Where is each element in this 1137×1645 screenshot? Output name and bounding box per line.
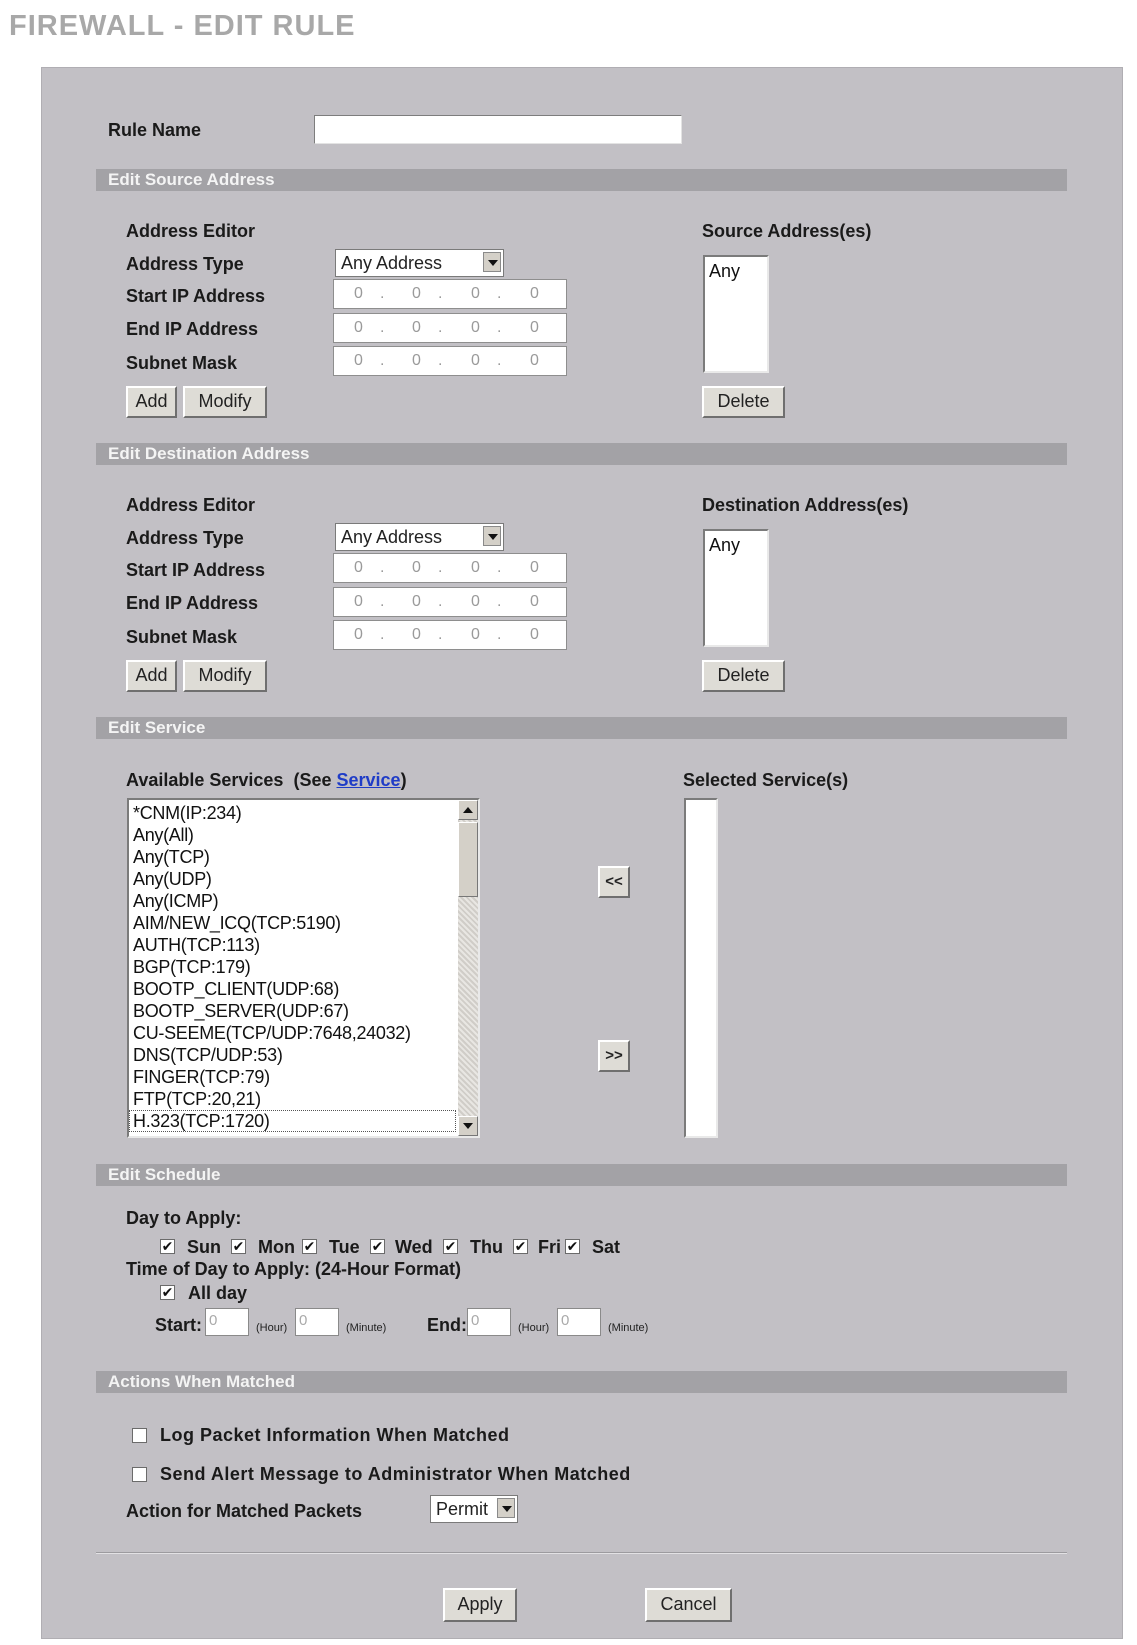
section-service: Edit Service bbox=[96, 717, 1067, 739]
scrollbar-thumb[interactable] bbox=[458, 822, 478, 897]
day-label-mon: Mon bbox=[258, 1237, 295, 1257]
checkbox-sun[interactable]: ✔ bbox=[161, 1238, 174, 1254]
destination-end-ip-input[interactable]: 0 . 0 . 0 . 0 bbox=[333, 587, 567, 617]
list-item[interactable]: *CNM(IP:234) bbox=[133, 803, 242, 823]
section-actions: Actions When Matched bbox=[96, 1371, 1067, 1393]
destination-subnet-mask-label: Subnet Mask bbox=[126, 627, 238, 647]
start-time-label: Start: bbox=[155, 1315, 203, 1335]
day-label-wed: Wed bbox=[395, 1237, 433, 1257]
source-modify-button[interactable]: Modify bbox=[183, 386, 267, 418]
source-add-button[interactable]: Add bbox=[126, 386, 177, 418]
chevron-down-icon[interactable] bbox=[483, 526, 501, 546]
scroll-down-arrow-icon[interactable] bbox=[458, 1116, 478, 1136]
source-start-ip-label: Start IP Address bbox=[126, 286, 266, 306]
send-alert-label: Send Alert Message to Administrator When Matched bbox=[160, 1464, 631, 1484]
checkbox-wed[interactable]: ✔ bbox=[371, 1238, 384, 1254]
source-address-editor-label: Address Editor bbox=[126, 221, 256, 241]
checkbox-mon[interactable]: ✔ bbox=[232, 1238, 245, 1254]
destination-delete-button[interactable]: Delete bbox=[702, 660, 785, 692]
chevron-down-icon[interactable] bbox=[497, 1498, 515, 1518]
available-services-list[interactable] bbox=[127, 798, 480, 1138]
scroll-up-arrow-icon[interactable] bbox=[458, 800, 478, 820]
time-of-day-label: Time of Day to Apply: (24-Hour Format) bbox=[126, 1259, 462, 1279]
service-link[interactable]: Service bbox=[336, 770, 401, 790]
end-hour-unit: (Hour) bbox=[518, 1322, 550, 1334]
start-hour-unit: (Hour) bbox=[256, 1322, 288, 1334]
checkbox-send-alert[interactable] bbox=[132, 1467, 147, 1482]
page-title: FIREWALL - EDIT RULE bbox=[9, 10, 356, 42]
list-item[interactable]: BGP(TCP:179) bbox=[133, 957, 251, 977]
source-address-type-value: Any Address bbox=[341, 253, 443, 273]
checkbox-log-packet[interactable] bbox=[132, 1428, 147, 1443]
all-day-label: All day bbox=[188, 1283, 248, 1303]
start-minute-input[interactable]: 0 bbox=[295, 1308, 339, 1336]
source-delete-button[interactable]: Delete bbox=[702, 386, 785, 418]
list-item[interactable]: BOOTP_SERVER(UDP:67) bbox=[133, 1001, 349, 1021]
destination-end-ip-label: End IP Address bbox=[126, 593, 259, 613]
source-addresses-list[interactable] bbox=[703, 255, 769, 373]
day-label-thu: Thu bbox=[470, 1237, 503, 1257]
available-services-items bbox=[129, 802, 456, 1132]
remove-service-button[interactable]: << bbox=[598, 866, 630, 898]
destination-address-type-select[interactable] bbox=[335, 523, 504, 551]
source-address-type-select[interactable] bbox=[335, 249, 504, 277]
section-schedule: Edit Schedule bbox=[96, 1164, 1067, 1186]
list-item[interactable]: Any(TCP) bbox=[133, 847, 210, 867]
destination-modify-button[interactable]: Modify bbox=[183, 660, 267, 692]
destination-start-ip-label: Start IP Address bbox=[126, 560, 266, 580]
checkbox-tue[interactable]: ✔ bbox=[303, 1238, 316, 1254]
destination-addresses-list[interactable] bbox=[703, 529, 769, 647]
day-label-sun: Sun bbox=[187, 1237, 221, 1257]
selected-services-list[interactable] bbox=[684, 798, 718, 1138]
destination-address-editor-label: Address Editor bbox=[126, 495, 256, 515]
section-destination-address: Edit Destination Address bbox=[96, 443, 1067, 465]
list-item[interactable]: AUTH(TCP:113) bbox=[133, 935, 260, 955]
source-start-ip-input[interactable]: 0 . 0 . 0 . 0 bbox=[333, 279, 567, 309]
destination-add-button[interactable]: Add bbox=[126, 660, 177, 692]
day-label-tue: Tue bbox=[329, 1237, 360, 1257]
action-for-matched-label: Action for Matched Packets bbox=[126, 1501, 363, 1521]
list-item[interactable]: BOOTP_CLIENT(UDP:68) bbox=[133, 979, 340, 999]
list-item[interactable]: Any(UDP) bbox=[133, 869, 212, 889]
start-hour-input[interactable]: 0 bbox=[205, 1308, 249, 1336]
checkbox-sat[interactable]: ✔ bbox=[566, 1238, 579, 1254]
action-select-value: Permit bbox=[436, 1499, 489, 1519]
checkbox-all-day[interactable]: ✔ bbox=[161, 1284, 174, 1300]
list-item[interactable]: Any bbox=[709, 535, 741, 555]
list-item[interactable]: H.323(TCP:1720) bbox=[129, 1110, 456, 1132]
chevron-down-icon[interactable] bbox=[483, 252, 501, 272]
footer-divider bbox=[96, 1552, 1067, 1554]
destination-address-type-value: Any Address bbox=[341, 527, 443, 547]
checkbox-thu[interactable]: ✔ bbox=[444, 1238, 457, 1254]
add-service-button[interactable]: >> bbox=[598, 1040, 630, 1072]
destination-address-type-label: Address Type bbox=[126, 528, 244, 548]
available-services-label: Available Services (See Service) bbox=[126, 770, 407, 790]
end-minute-unit: (Minute) bbox=[608, 1322, 649, 1334]
list-item[interactable]: Any(All) bbox=[133, 825, 194, 845]
list-item[interactable]: DNS(TCP/UDP:53) bbox=[133, 1045, 283, 1065]
source-end-ip-label: End IP Address bbox=[126, 319, 259, 339]
day-label-sat: Sat bbox=[592, 1237, 621, 1257]
day-label-fri: Fri bbox=[538, 1237, 562, 1257]
source-addresses-label: Source Address(es) bbox=[702, 221, 872, 241]
end-hour-input[interactable]: 0 bbox=[467, 1308, 511, 1336]
list-item[interactable]: CU-SEEME(TCP/UDP:7648,24032) bbox=[133, 1023, 411, 1043]
list-item[interactable]: FTP(TCP:20,21) bbox=[133, 1089, 261, 1109]
source-end-ip-input[interactable]: 0 . 0 . 0 . 0 bbox=[333, 313, 567, 343]
destination-start-ip-input[interactable]: 0 . 0 . 0 . 0 bbox=[333, 553, 567, 583]
list-item[interactable]: FINGER(TCP:79) bbox=[133, 1067, 270, 1087]
selected-services-label: Selected Service(s) bbox=[683, 770, 849, 790]
source-address-type-label: Address Type bbox=[126, 254, 244, 274]
end-time-label: End: bbox=[427, 1315, 467, 1335]
source-subnet-mask-input[interactable]: 0 . 0 . 0 . 0 bbox=[333, 346, 567, 376]
day-to-apply-label: Day to Apply: bbox=[126, 1208, 242, 1228]
log-packet-label: Log Packet Information When Matched bbox=[160, 1425, 510, 1445]
apply-button[interactable]: Apply bbox=[443, 1588, 517, 1622]
cancel-button[interactable]: Cancel bbox=[645, 1588, 732, 1622]
destination-subnet-mask-input[interactable]: 0 . 0 . 0 . 0 bbox=[333, 620, 567, 650]
end-minute-input[interactable]: 0 bbox=[557, 1308, 601, 1336]
section-source-address: Edit Source Address bbox=[96, 169, 1067, 191]
source-subnet-mask-label: Subnet Mask bbox=[126, 353, 238, 373]
list-item[interactable]: Any bbox=[709, 261, 741, 281]
available-services-scrollbar[interactable] bbox=[458, 800, 478, 1136]
rule-name-input[interactable] bbox=[314, 115, 682, 144]
start-minute-unit: (Minute) bbox=[346, 1322, 387, 1334]
rule-name-label: Rule Name bbox=[108, 120, 202, 140]
checkbox-fri[interactable]: ✔ bbox=[514, 1238, 527, 1254]
destination-addresses-label: Destination Address(es) bbox=[702, 495, 909, 515]
action-select[interactable] bbox=[430, 1495, 518, 1523]
list-item[interactable]: Any(ICMP) bbox=[133, 891, 219, 911]
list-item[interactable]: AIM/NEW_ICQ(TCP:5190) bbox=[133, 913, 341, 933]
